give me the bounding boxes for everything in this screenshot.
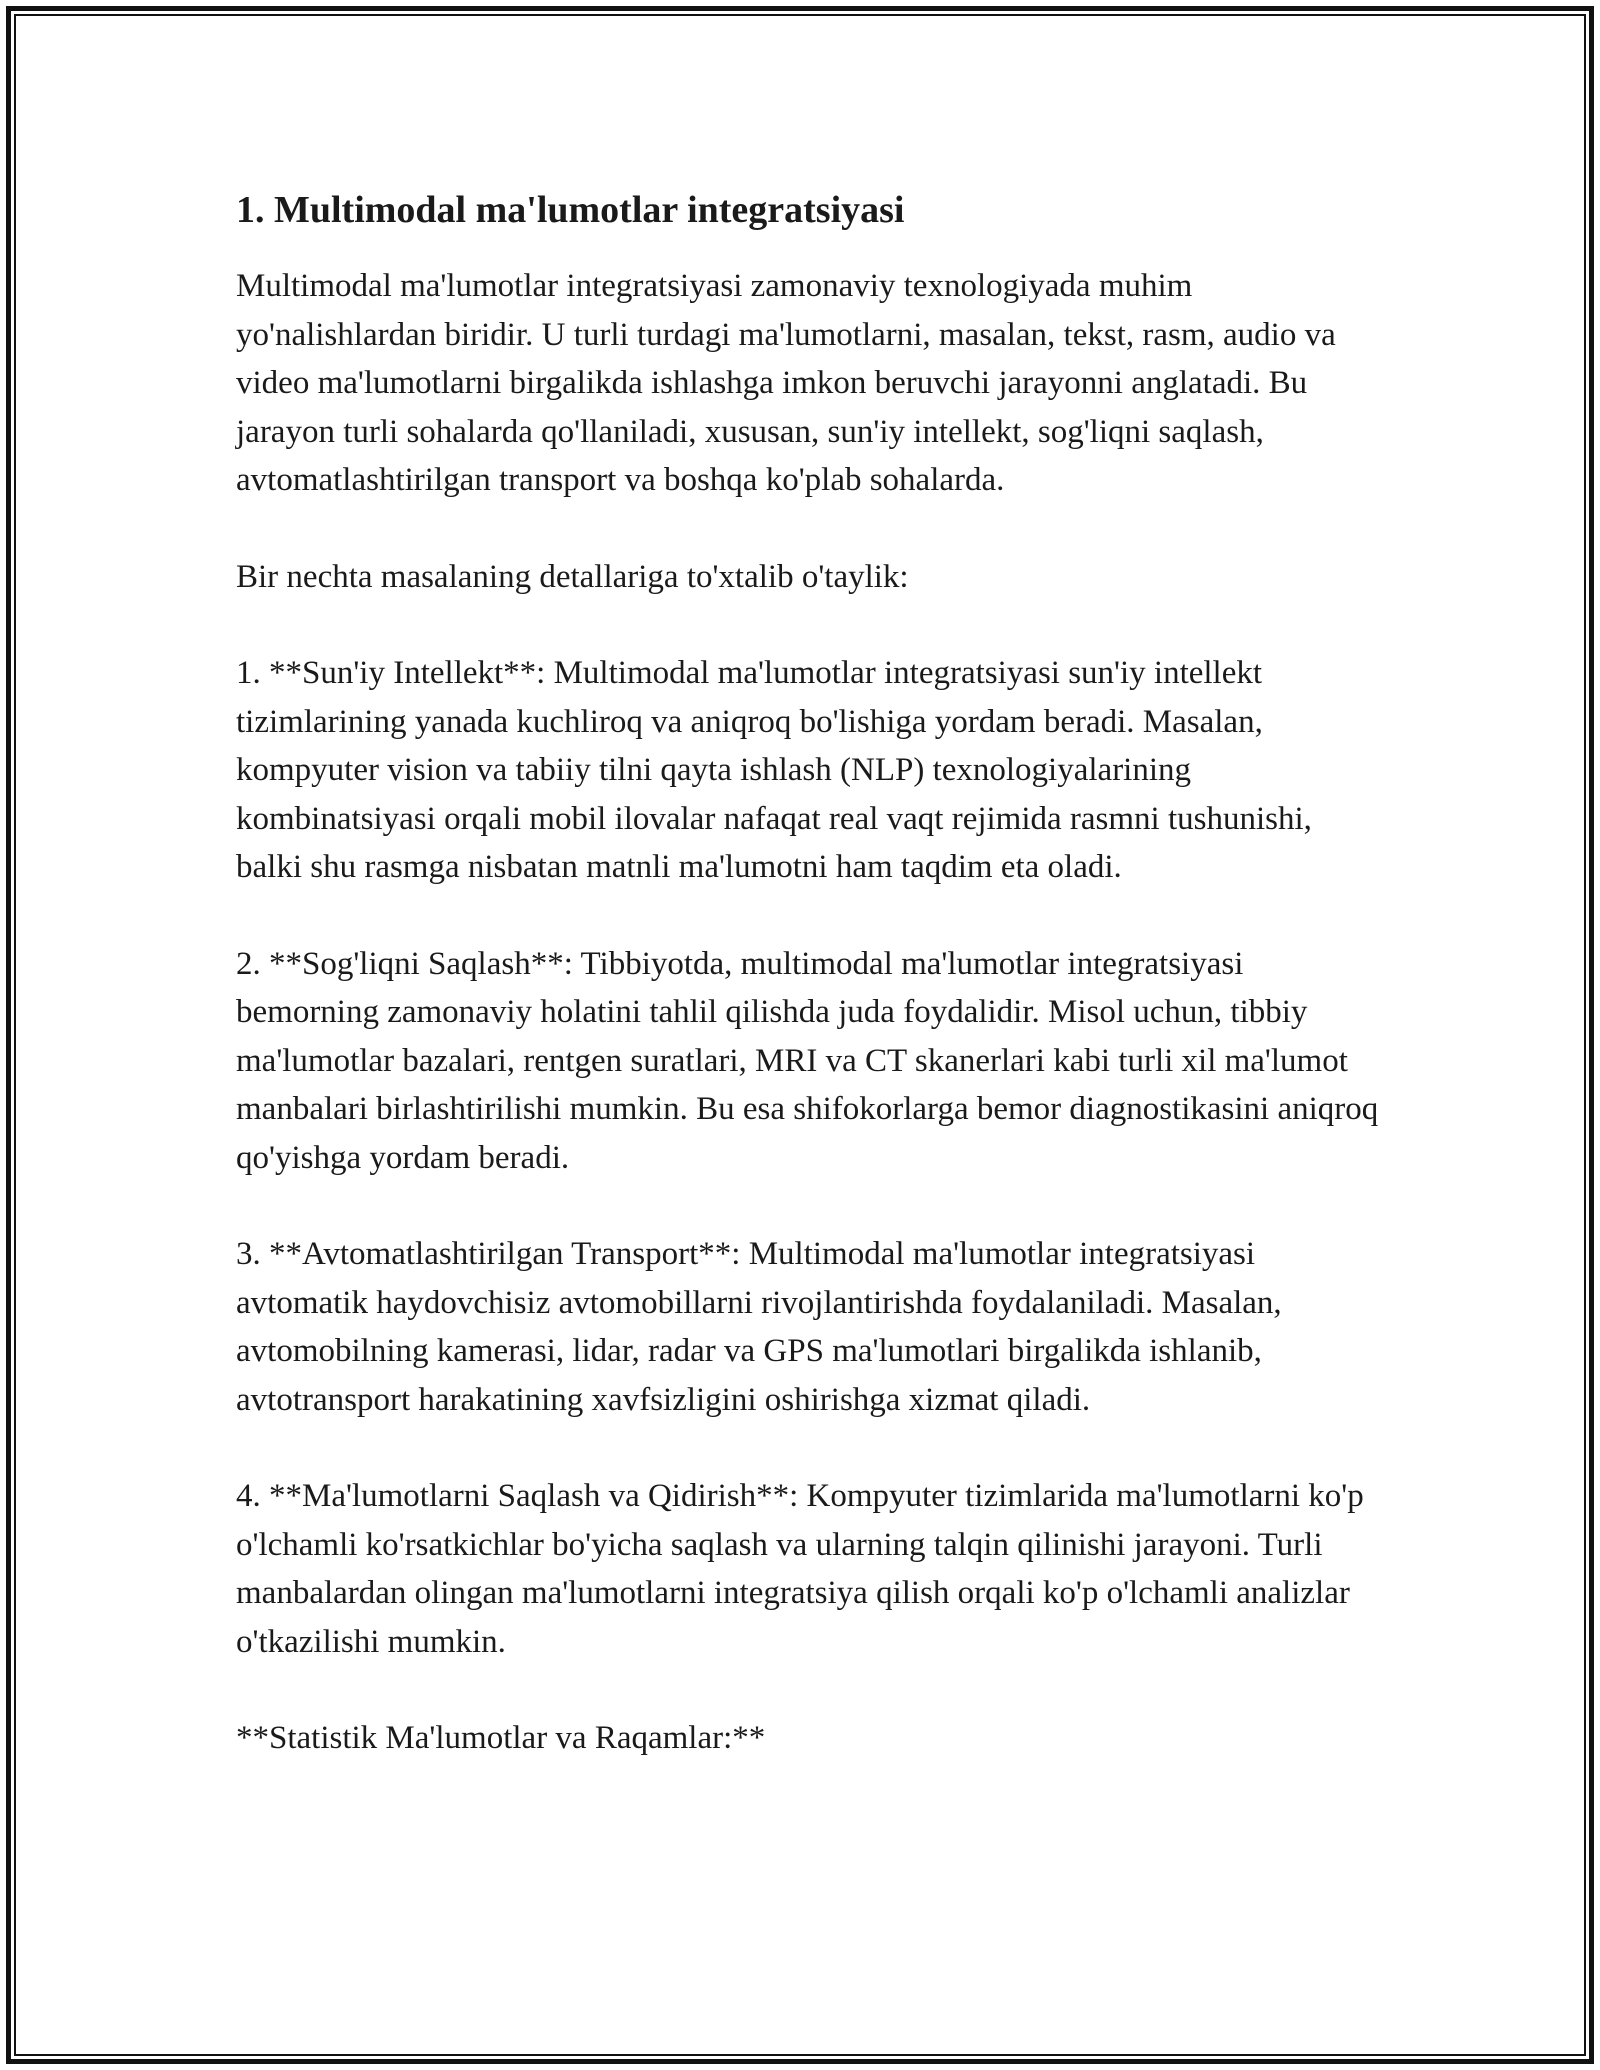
list-item-transport: 3. **Avtomatlashtirilgan Transport**: Multimodal ma'lumotlar integratsiyasi avtomatik haydovchisiz avtomobillarni rivojlantirishda foydalaniladi. Masalan, avtomobilning kamerasi, lidar, radar va GPS ma'lumotlari birgalikda ishlanib, avtotransport harakatining xavfsizligini oshirishga xizmat qiladi.: [236, 1236, 1282, 1418]
list-item-storage: 4. **Ma'lumotlarni Saqlash va Qidirish**: Kompyuter tizimlarida ma'lumotlarni ko'p o'lchamli ko'rsatkichlar bo'yicha saqlash va ularning talqin qilinishi jarayoni. Turli manbalardan olingan ma'lumotlarni integratsiya qilish orqali ko'p o'lchamli analizlar o'tkazilishi mumkin.: [236, 1478, 1364, 1660]
paragraph-statistics-heading: **Statistik Ma'lumotlar va Raqamlar:**: [236, 1720, 766, 1756]
paragraph-intro: Multimodal ma'lumotlar integratsiyasi zamonaviy texnologiyada muhim yo'nalishlardan biridir. U turli turdagi ma'lumotlarni, masalan, tekst, rasm, audio va video ma'lumotlarni birgalikda ishlashga imkon beruvchi jarayonni anglatadi. Bu jarayon turli sohalarda qo'llaniladi, xususan, sun'iy intellekt, sog'liqni saqlash, avtomatlashtirilgan transport va boshqa ko'plab sohalarda.: [236, 268, 1336, 498]
list-item-healthcare: 2. **Sog'liqni Saqlash**: Tibbiyotda, multimodal ma'lumotlar integratsiyasi bemorning zamonaviy holatini tahlil qilishda juda foydalidir. Misol uchun, tibbiy ma'lumotlar bazalari, rentgen suratlari, MRI va CT skanerlari kabi turli xil ma'lumot manbalari birlashtirilishi mumkin. Bu esa shifokorlarga bemor diagnostikasini aniqroq qo'yishga yordam beradi.: [236, 945, 1379, 1176]
paragraph-lead-in: Bir nechta masalaning detallariga to'xtalib o'taylik:: [236, 558, 909, 595]
section-title: 1. Multimodal ma'lumotlar integratsiyasi: [236, 189, 905, 231]
document-body: [236, 186, 1386, 1811]
list-item-ai: 1. **Sun'iy Intellekt**: Multimodal ma'lumotlar integratsiyasi sun'iy intellekt tizimlarining yanada kuchliroq va aniqroq bo'lishiga yordam beradi. Masalan, kompyuter vision va tabiiy tilni qayta ishlash (NLP) texnologiyalarining kombinatsiyasi orqali mobil ilovalar nafaqat real vaqt rejimida rasmni tushunishi, balki shu rasmga nisbatan matnli ma'lumotni ham taqdim eta oladi.: [236, 655, 1312, 885]
